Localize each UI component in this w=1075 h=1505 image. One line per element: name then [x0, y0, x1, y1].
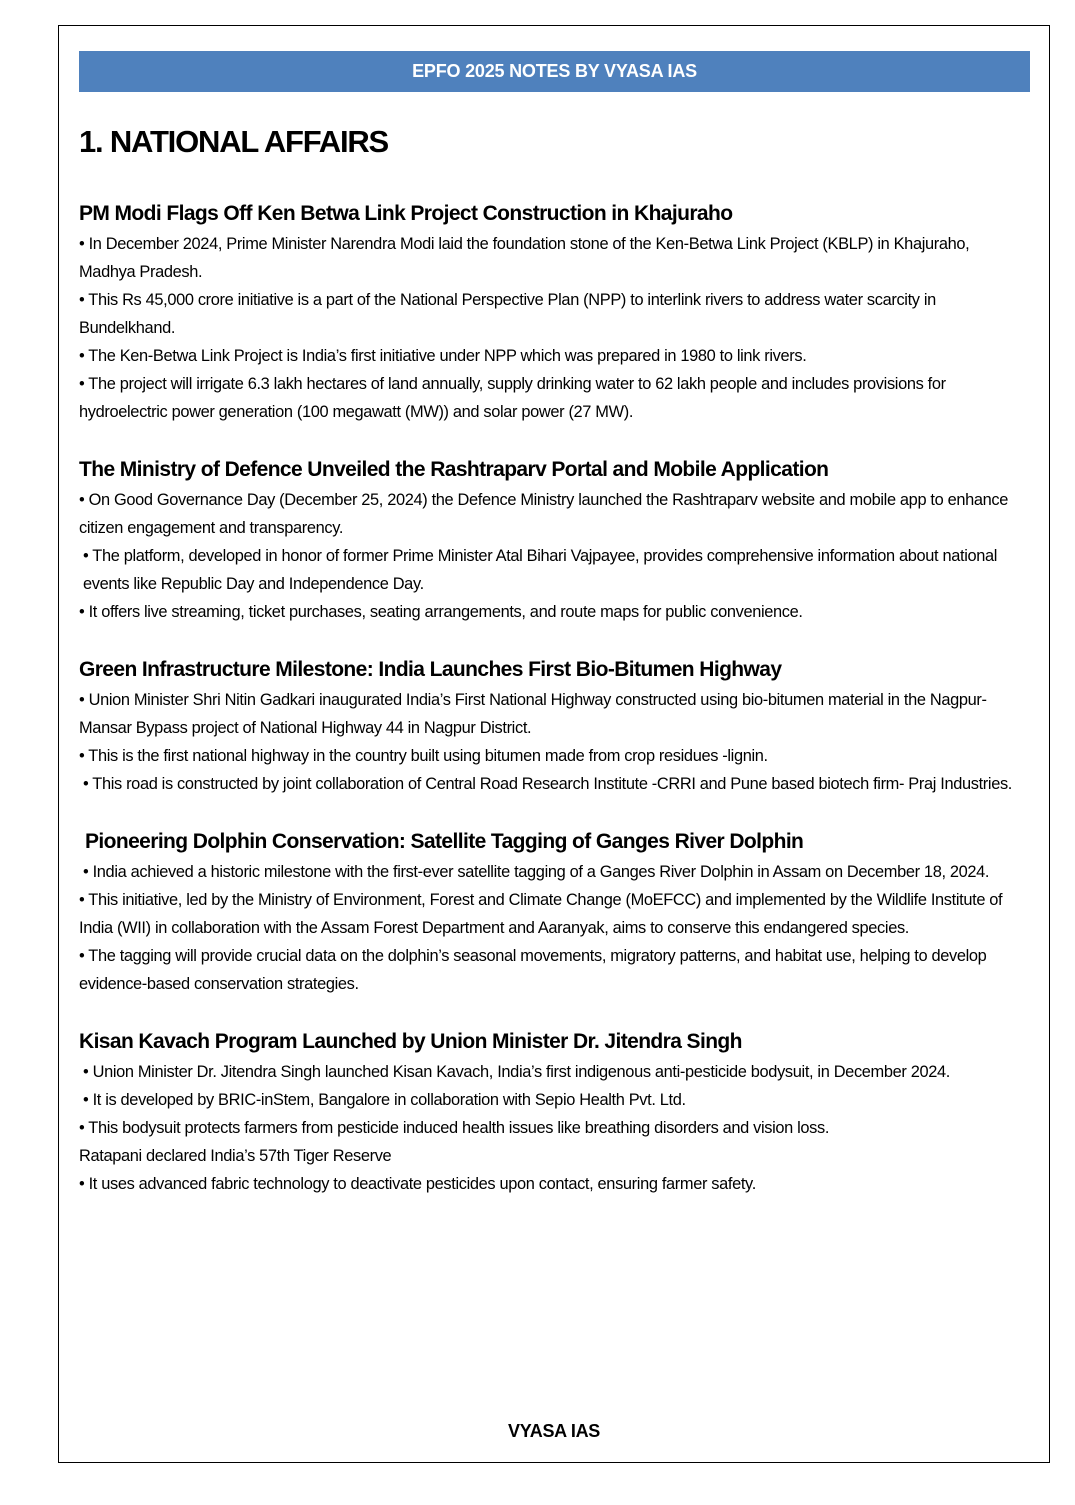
- bullet-item: • The platform, developed in honor of former Prime Minister Atal Bihari Vajpayee, provides comprehensive information about national events like Republic Day and Independence Day.: [83, 547, 998, 593]
- document-body: [79, 198, 1029, 1198]
- bullet-item: • It offers live streaming, ticket purchases, seating arrangements, and route maps for public convenience.: [79, 603, 803, 621]
- bullet-item: • In December 2024, Prime Minister Narendra Modi laid the foundation stone of the Ken-Betwa Link Project (KBLP) in Khajuraho, Madhya Pradesh.: [79, 235, 970, 281]
- spacer: [79, 426, 1029, 454]
- spacer: [79, 798, 1029, 826]
- bullet-item: • It is developed by BRIC-inStem, Bangalore in collaboration with Sepio Health Pvt. Ltd.: [83, 1091, 686, 1109]
- article-heading: PM Modi Flags Off Ken Betwa Link Project Construction in Khajuraho: [79, 202, 733, 225]
- bullet-item: • On Good Governance Day (December 25, 2024) the Defence Ministry launched the Rashtraparv website and mobile app to enhance citizen engagement and transparency.: [79, 491, 1009, 537]
- article-ken-betwa: [79, 198, 1029, 426]
- bullet-item: • This is the first national highway in the country built using bitumen made from crop residues -lignin.: [79, 747, 768, 765]
- bullet-item: • The project will irrigate 6.3 lakh hectares of land annually, supply drinking water to 62 lakh people and includes provisions for hydroelectric power generation (100 megawatt (MW)) and solar power (27 MW).: [79, 375, 946, 421]
- article-kisan-kavach: [79, 1026, 1029, 1198]
- bullet-item: • India achieved a historic milestone with the first-ever satellite tagging of a Ganges River Dolphin in Assam on December 18, 2024.: [83, 863, 990, 881]
- article-heading: Pioneering Dolphin Conservation: Satellite Tagging of Ganges River Dolphin: [85, 830, 804, 853]
- bullet-item: • Union Minister Shri Nitin Gadkari inaugurated India’s First National Highway constructed using bio-bitumen material in the Nagpur-Mansar Bypass project of National Highway 44 in Nagpur District.: [79, 691, 987, 737]
- article-heading: The Ministry of Defence Unveiled the Rashtraparv Portal and Mobile Application: [79, 458, 829, 481]
- article-bio-bitumen: [79, 654, 1029, 798]
- bullet-item: • It uses advanced fabric technology to deactivate pesticides upon contact, ensuring farmer safety.: [79, 1175, 756, 1193]
- article-heading: Kisan Kavach Program Launched by Union Minister Dr. Jitendra Singh: [79, 1030, 742, 1053]
- bullet-item: • This road is constructed by joint collaboration of Central Road Research Institute -CRRI and Pune based biotech firm- Praj Industries.: [83, 775, 1013, 793]
- bullet-item: • The Ken-Betwa Link Project is India’s first initiative under NPP which was prepared in 1980 to link rivers.: [79, 347, 807, 365]
- article-dolphin: [79, 826, 1029, 998]
- article-heading: Green Infrastructure Milestone: India Launches First Bio-Bitumen Highway: [79, 658, 782, 681]
- bullet-item: • This bodysuit protects farmers from pesticide induced health issues like breathing disorders and vision loss.: [79, 1119, 830, 1137]
- bullet-item: • This initiative, led by the Ministry of Environment, Forest and Climate Change (MoEFCC) and implemented by the Wildlife Institute of India (WII) in collaboration with the Assam Forest Department and Aaranyak, aims to conserve this endangered species.: [79, 891, 1003, 937]
- header-banner: EPFO 2025 NOTES BY VYASA IAS: [79, 51, 1030, 92]
- stray-line: Ratapani declared India’s 57th Tiger Reserve: [79, 1147, 392, 1165]
- footer-brand: VYASA IAS: [507, 1421, 600, 1441]
- section-title: 1. NATIONAL AFFAIRS: [79, 124, 389, 159]
- article-rashtraparv: [79, 454, 1029, 626]
- spacer: [79, 626, 1029, 654]
- bullet-item: • This Rs 45,000 crore initiative is a part of the National Perspective Plan (NPP) to interlink rivers to address water scarcity in Bundelkhand.: [79, 291, 936, 337]
- spacer: [79, 998, 1029, 1026]
- bullet-item: • The tagging will provide crucial data on the dolphin’s seasonal movements, migratory patterns, and habitat use, helping to develop evidence-based conservation strategies.: [79, 947, 987, 993]
- bullet-item: • Union Minister Dr. Jitendra Singh launched Kisan Kavach, India’s first indigenous anti-pesticide bodysuit, in December 2024.: [83, 1063, 950, 1081]
